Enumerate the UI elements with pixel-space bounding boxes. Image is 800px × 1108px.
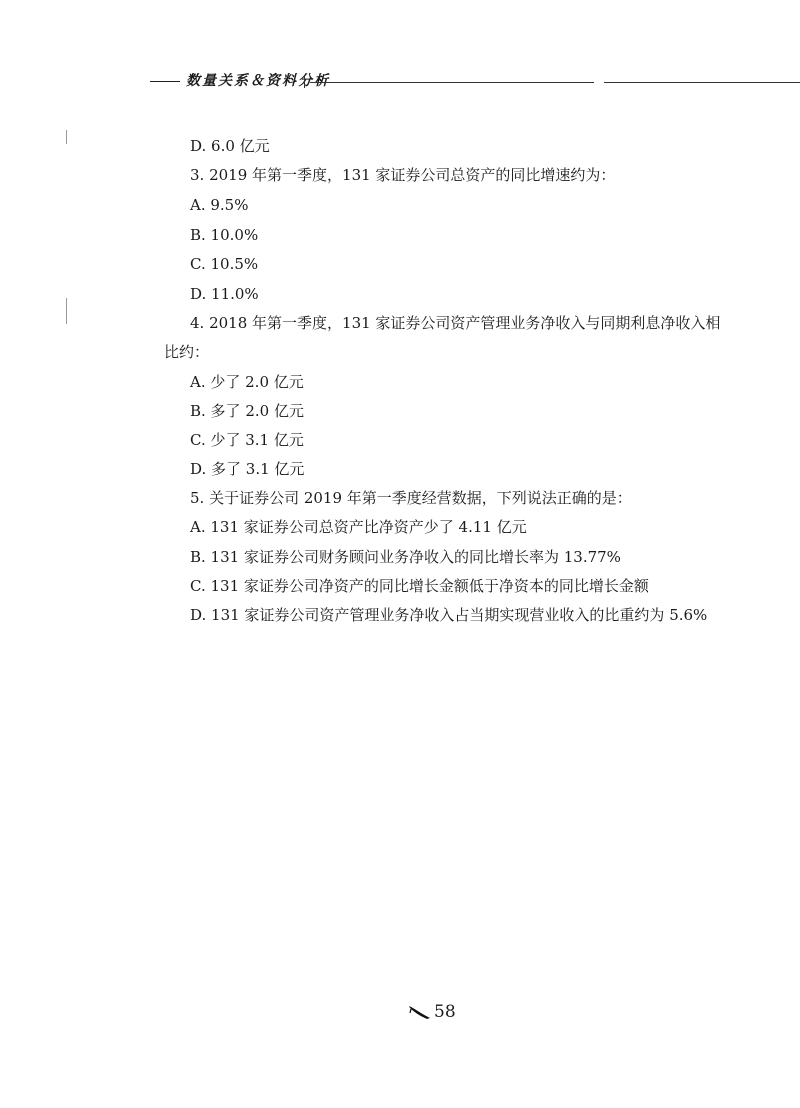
option-line: B. 10.0% — [190, 226, 259, 244]
question-line: 3. 2019 年第一季度，131 家证券公司总资产的同比增速约为： — [190, 166, 616, 184]
option-line: D. 6.0 亿元 — [190, 137, 270, 155]
question-line-continued: 比约： — [164, 343, 210, 361]
option-line: A. 9.5% — [190, 196, 249, 214]
running-header — [150, 70, 716, 94]
page-number: 58 — [434, 1002, 456, 1022]
header-dash — [150, 81, 180, 82]
margin-mark — [66, 130, 67, 144]
option-line: D. 11.0% — [190, 285, 259, 303]
margin-mark — [66, 298, 67, 324]
page-footer — [408, 1002, 468, 1026]
question-line: 4. 2018 年第一季度，131 家证券公司资产管理业务净收入与同期利息净收入相 — [190, 314, 721, 332]
option-line: C. 少了 3.1 亿元 — [190, 431, 304, 449]
option-line: A. 131 家证券公司总资产比净资产少了 4.11 亿元 — [190, 518, 527, 536]
option-line: C. 131 家证券公司净资产的同比增长金额低于净资本的同比增长金额 — [190, 577, 649, 595]
header-rule-right — [604, 82, 800, 83]
header-tick — [304, 76, 305, 88]
quill-icon — [408, 1004, 432, 1020]
header-title: 数量关系＆资料分析 — [186, 73, 330, 89]
option-line: C. 10.5% — [190, 255, 259, 273]
header-rule-left — [310, 82, 594, 83]
question-line: 5. 关于证券公司 2019 年第一季度经营数据，下列说法正确的是： — [190, 489, 632, 507]
option-line: B. 131 家证券公司财务顾问业务净收入的同比增长率为 13.77% — [190, 548, 621, 566]
option-line: A. 少了 2.0 亿元 — [190, 373, 304, 391]
option-line: D. 多了 3.1 亿元 — [190, 460, 305, 478]
option-line: D. 131 家证券公司资产管理业务净收入占当期实现营业收入的比重约为 5.6% — [190, 606, 708, 624]
option-line: B. 多了 2.0 亿元 — [190, 402, 304, 420]
